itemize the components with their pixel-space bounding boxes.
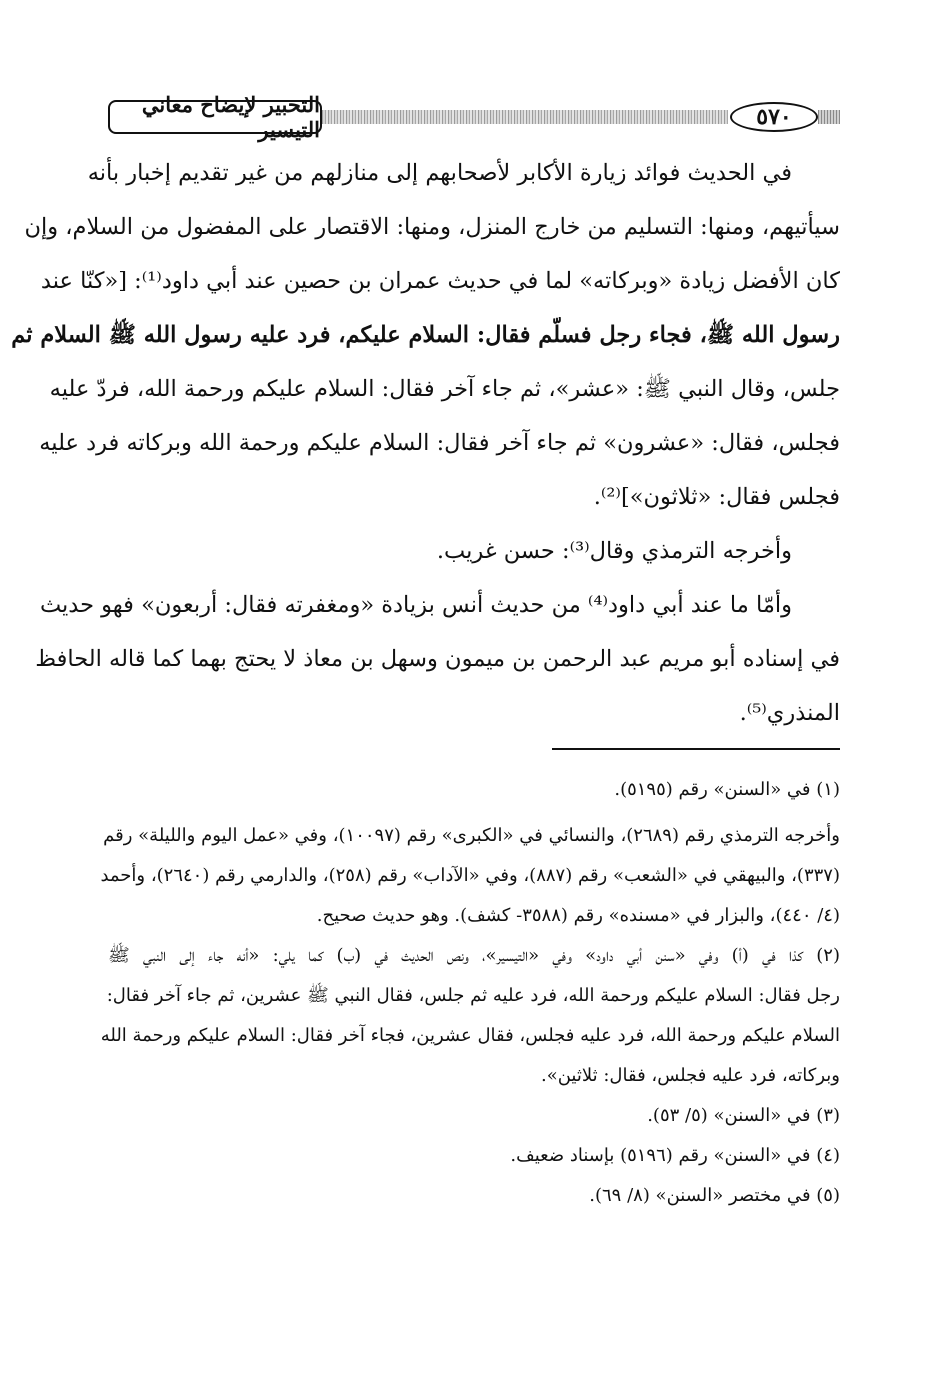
body-line: جلس، وقال النبي ﷺ: «عشر»، ثم جاء آخر فقال: السلام عليكم ورحمة الله، فردّ عليه (49, 376, 840, 402)
body-line: فجلس، فقال: «عشرون» ثم جاء آخر فقال: السلام عليكم ورحمة الله وبركاته فرد عليه (39, 430, 840, 456)
footnote-line: (٣) في «السنن» (٥/ ٥٣). (647, 1105, 840, 1126)
footnote-line: (٤) في «السنن» رقم (٥١٩٦) بإسناد ضعيف. (510, 1145, 840, 1166)
page-number: ٥٧٠ (730, 102, 818, 132)
footnote-line: (١) في «السنن» رقم (٥١٩٥). (614, 779, 840, 800)
footnote-separator (552, 748, 840, 750)
body-line: في إسناده أبو مريم عبد الرحمن بن ميمون وسهل بن معاذ لا يحتج بهما كما قاله الحافظ (35, 646, 840, 672)
footnote-line: السلام عليكم ورحمة الله، فرد عليه فجلس، فقال عشرين، فجاء آخر فقال: السلام عليكم ورحمة الله (100, 1025, 840, 1046)
footnote-line: رجل فقال: السلام عليكم ورحمة الله، فرد عليه ثم جلس، فقال النبي ﷺ عشرين، ثم جاء آخر فقال: (106, 985, 840, 1006)
footnotes (100, 770, 840, 1216)
footnote-line: (٢) كذا في (أ) وفي «سنن أبي داود» وفي «التيسير»، ونص الحديث في (ب) كما يلي: «أنه جاء إلى النبي ﷺ (108, 945, 840, 966)
body-line: وأخرجه الترمذي وقال⁽³⁾: حسن غريب. (436, 538, 792, 564)
body-line: في الحديث فوائد زيارة الأكابر لأصحابهم إلى منازلهم من غير تقديم إخبار بأنه (87, 160, 792, 186)
page-header (108, 92, 840, 142)
footnote-line: (٥) في مختصر «السنن» (٨/ ٦٩). (589, 1185, 840, 1206)
body-line: فجلس فقال: «ثلاثون»]⁽²⁾. (593, 484, 840, 510)
header-ornament-band (322, 110, 728, 124)
body-line: سيأتيهم، ومنها: التسليم من خارج المنزل، ومنها: الاقتصار على المفضول من السلام، وإن (24, 214, 840, 240)
book-title: التحبير لإيضاح معاني التيسير (108, 100, 322, 134)
main-text (11, 146, 840, 740)
header-ornament-end (818, 110, 840, 124)
footnote-line: وبركاته، فرد عليه فجلس، فقال: ثلاثين». (540, 1065, 840, 1086)
footnote-line: (٣٣٧)، والبيهقي في «الشعب» رقم (٨٨٧)، وفي «الآداب» رقم (٢٥٨)، والدارمي رقم (٢٦٤٠)، وأحمد (100, 865, 840, 886)
body-line: المنذري⁽⁵⁾. (739, 700, 840, 726)
body-line: وأمّا ما عند أبي داود⁽⁴⁾ من حديث أنس بزيادة «ومغفرته فقال: أربعون» فهو حديث (39, 592, 792, 618)
footnote-line: وأخرجه الترمذي رقم (٢٦٨٩)، والنسائي في «الكبرى» رقم (١٠٠٩٧)، وفي «عمل اليوم والليلة» رقم (103, 825, 840, 846)
body-line: رسول الله ﷺ، فجاء رجل فسلّم فقال: السلام عليكم، فرد عليه رسول الله ﷺ السلام ثم (11, 322, 840, 348)
footnote-line: (٤/ ٤٤٠)، والبزار في «مسنده» رقم (٣٥٨٨- كشف). وهو حديث صحيح. (316, 905, 840, 926)
body-line: كان الأفضل زيادة «وبركاته» لما في حديث عمران بن حصين عند أبي داود⁽¹⁾: [«كنّا عند (40, 268, 840, 294)
